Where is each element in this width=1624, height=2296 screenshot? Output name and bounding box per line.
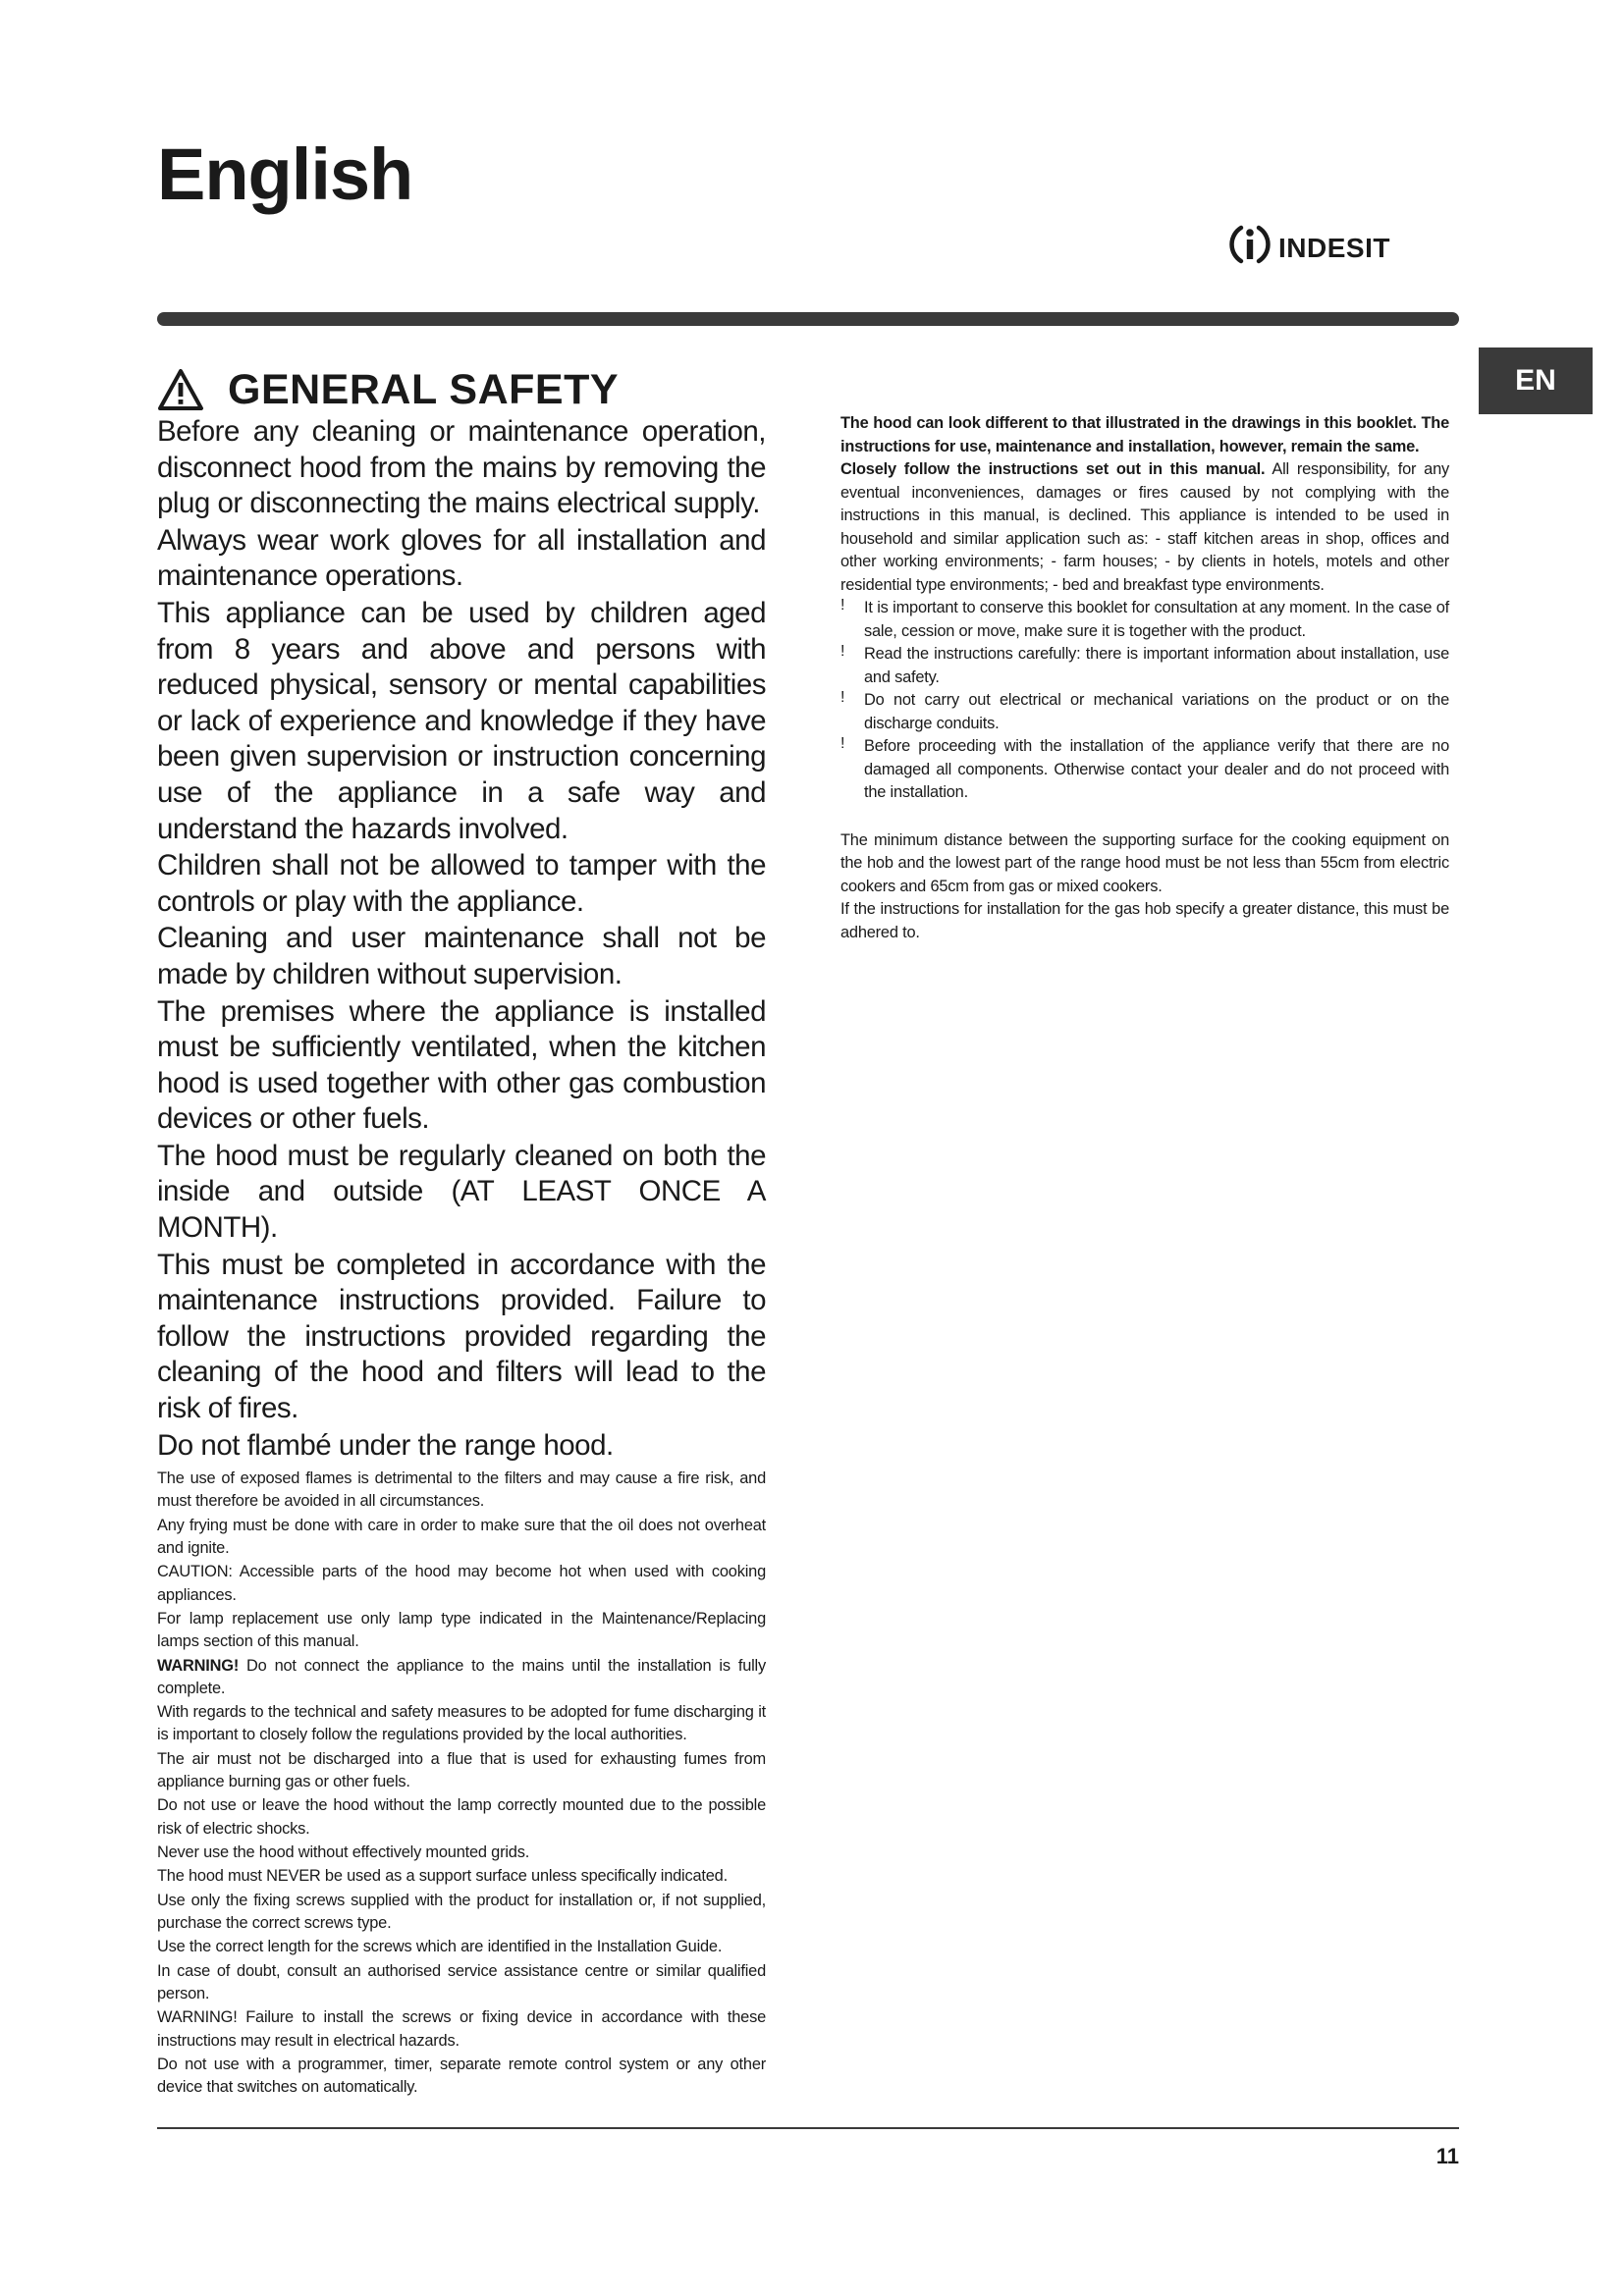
- safety-paragraph: The premises where the appliance is installed must be sufficiently ventilated, when the kitchen hood is used together with other gas combustion devices or other fuels.: [157, 994, 766, 1136]
- safety-note: WARNING! Failure to install the screws or fixing device in accordance with these instructions may result in electrical hazards.: [157, 2008, 766, 2050]
- safety-paragraph: Cleaning and user maintenance shall not be made by children without supervision.: [157, 922, 766, 990]
- language-tab: EN: [1479, 347, 1593, 414]
- intro-paragraph: The hood can look different to that illustrated in the drawings in this booklet. The instructions for use, maintenance and installation, however, remain the same.: [840, 414, 1449, 455]
- safety-small-print: [157, 1468, 766, 2099]
- note-item: [840, 643, 1449, 689]
- safety-note: Any frying must be done with care in order to make sure that the oil does not overheat and ignite.: [157, 1516, 766, 1558]
- section-heading-text: GENERAL SAFETY: [228, 365, 620, 413]
- header-divider: [157, 312, 1459, 326]
- safety-note: Do not use or leave the hood without the lamp correctly mounted due to the possible risk of electric shocks.: [157, 1796, 766, 1838]
- safety-note: CAUTION: Accessible parts of the hood may become hot when used with cooking appliances.: [157, 1563, 766, 1604]
- follow-lead: Closely follow the instructions set out in this manual.: [840, 460, 1266, 478]
- note-text: Before proceeding with the installation of the appliance verify that there are no damaged all components. Otherwise contact your dealer and do not proceed with the installation.: [864, 737, 1449, 801]
- safety-note: The use of exposed flames is detrimental to the filters and may cause a fire risk, and must therefore be avoided in all circumstances.: [157, 1469, 766, 1511]
- note-item: [840, 735, 1449, 805]
- follow-text: All responsibility, for any eventual inconveniences, damages or fires caused by not complying with the instructions in this manual, is declined. This appliance is intended to be used in household and similar application such as: - staff kitchen areas in shop, offices and other working environments; - farm houses; - by clients in hotels, motels and other residential type environments; - bed and breakfast type environments.: [840, 460, 1450, 594]
- note-mark: !: [840, 735, 845, 752]
- page-number: 11: [1435, 2144, 1459, 2168]
- brand-logo: [1227, 214, 1390, 275]
- safety-column: [157, 414, 766, 2101]
- warning-label: WARNING!: [157, 1656, 240, 1675]
- safety-note: With regards to the technical and safety measures to be adopted for fume discharging it is important to closely follow the regulations provided by the local authorities.: [157, 1703, 766, 1744]
- note-item: [840, 597, 1449, 643]
- distance-paragraph: If the instructions for installation for the gas hob specify a greater distance, this must be adhered to.: [840, 900, 1449, 941]
- safety-paragraph: Before any cleaning or maintenance operation, disconnect hood from the mains by removing the plug or disconnecting the mains electrical supply.: [157, 415, 766, 520]
- warning-triangle-icon: [157, 368, 204, 411]
- warning-text: Do not connect the appliance to the mains until the installation is fully complete.: [157, 1656, 766, 1697]
- note-text: It is important to conserve this booklet for consultation at any moment. In the case of sale, cession or move, make sure it is together with the product.: [864, 599, 1449, 640]
- safety-note: Never use the hood without effectively mounted grids.: [157, 1842, 530, 1861]
- safety-note: In case of doubt, consult an authorised service assistance centre or similar qualified person.: [157, 1961, 766, 2002]
- note-mark: !: [840, 689, 845, 706]
- page-title: English: [157, 133, 413, 215]
- safety-note: The air must not be discharged into a flue that is used for exhausting fumes from appliance burning gas or other fuels.: [157, 1749, 766, 1790]
- safety-note: Use only the fixing screws supplied with the product for installation or, if not supplied, purchase the correct screws type.: [157, 1891, 766, 1932]
- safety-note-warning: [157, 1655, 766, 1700]
- section-heading: [157, 365, 619, 414]
- safety-paragraph: Do not flambé under the range hood.: [157, 1428, 614, 1462]
- brand-name: indesit: [1278, 222, 1390, 266]
- info-column: [840, 412, 1449, 944]
- spacer: [840, 805, 1449, 829]
- safety-paragraph: This appliance can be used by children aged from 8 years and above and persons with reduced physical, sensory or mental capabilities or lack of experience and knowledge if they have been given supervision or instruction concerning use of the appliance in a safe way and understand the hazards involved.: [157, 596, 766, 845]
- note-mark: !: [840, 597, 845, 614]
- follow-paragraph: [840, 458, 1449, 597]
- note-item: [840, 689, 1449, 735]
- info-logo-icon: [1227, 222, 1272, 267]
- distance-paragraph: The minimum distance between the supporting surface for the cooking equipment on the hob and the lowest part of the range hood must be not less than 55cm from electric cookers and 65cm from gas or mixed cookers.: [840, 830, 1449, 895]
- safety-note: Do not use with a programmer, timer, separate remote control system or any other device that switches on automatically.: [157, 2055, 766, 2097]
- note-text: Read the instructions carefully: there is important information about installation, use and safety.: [864, 645, 1449, 686]
- safety-note: For lamp replacement use only lamp type indicated in the Maintenance/Replacing lamps section of this manual.: [157, 1610, 766, 1651]
- note-text: Do not carry out electrical or mechanical variations on the product or on the discharge conduits.: [864, 691, 1449, 732]
- safety-paragraph: The hood must be regularly cleaned on both the inside and outside (AT LEAST ONCE A MONTH).: [157, 1139, 766, 1245]
- safety-note: Use the correct length for the screws which are identified in the Installation Guide.: [157, 1938, 723, 1956]
- footer-divider: [157, 2127, 1459, 2129]
- safety-paragraph: Always wear work gloves for all installation and maintenance operations.: [157, 523, 766, 593]
- safety-paragraph: Children shall not be allowed to tamper with the controls or play with the appliance.: [157, 849, 766, 918]
- safety-note: The hood must NEVER be used as a support surface unless specifically indicated.: [157, 1867, 728, 1886]
- note-mark: !: [840, 643, 845, 660]
- safety-paragraph: This must be completed in accordance with the maintenance instructions provided. Failure to follow the instructions provided regarding the cleaning of the hood and filters will lead to the risk of fires.: [157, 1248, 766, 1425]
